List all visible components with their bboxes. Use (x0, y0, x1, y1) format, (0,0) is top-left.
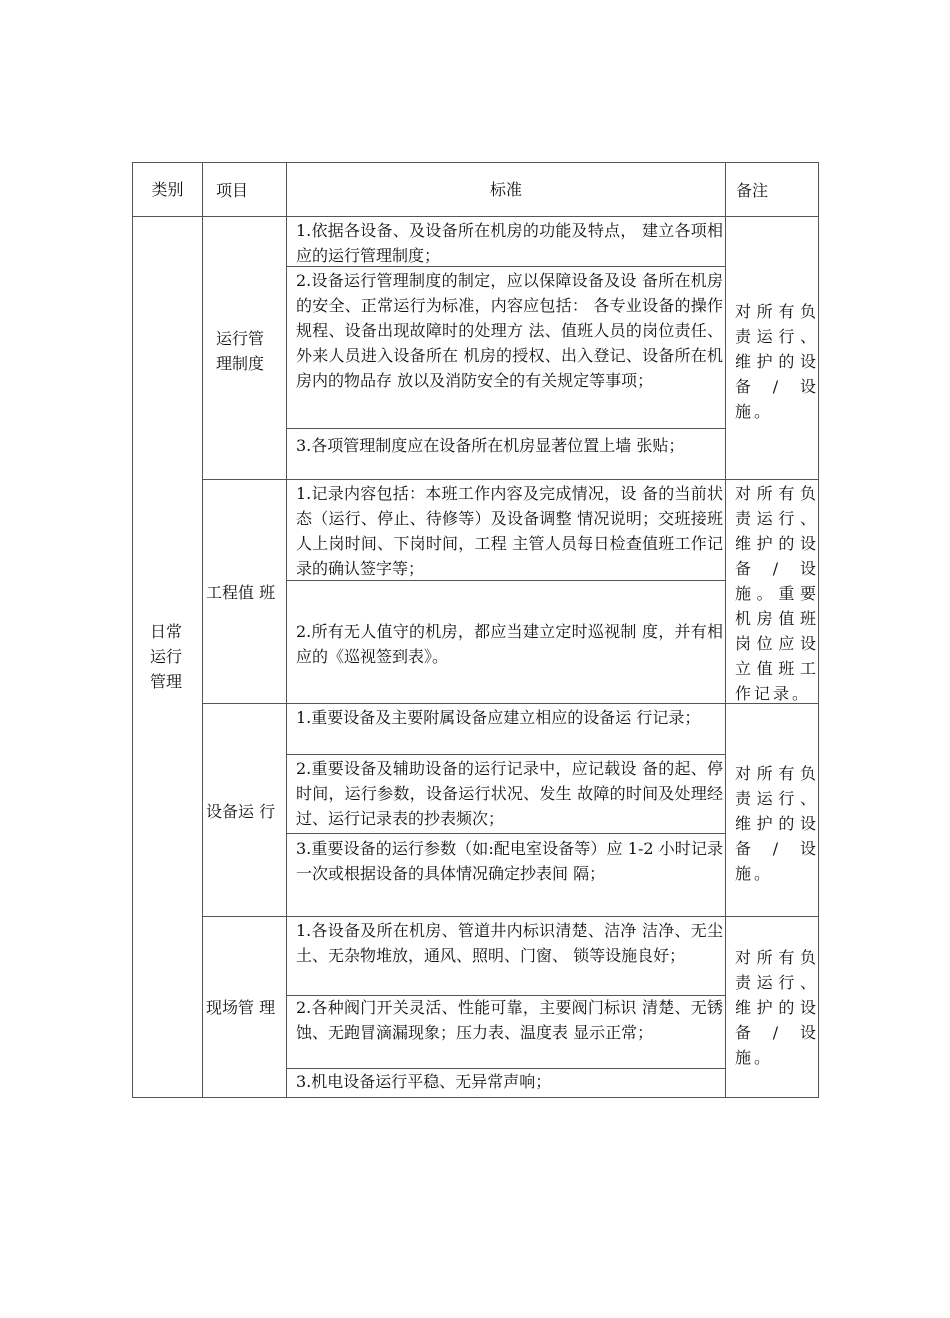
standard-cell: 1.记录内容包括：本班工作内容及完成情况，设 备的当前状态（运行、停止、待修等）及设备调整 情况说明；交班接班人上岗时间、下岗时间，工程 主管人员每日检查值班工作记录的确认签字等； (296, 484, 723, 578)
standard-cell: 2.设备运行管理制度的制定，应以保障设备及设 备所在机房的安全、正常运行为标准，内容应包括： 各专业设备的操作规程、设备出现故障时的处理方 法、值班人员的岗位责任、外来人员进入设备所在 机房的授权、出入登记、设备所在机房内的物品存 放以及消防安全的有关规定等事项； (296, 271, 723, 390)
row-divider (132, 216, 819, 217)
standard-cell: 1.重要设备及主要附属设备应建立相应的设备运 行记录； (296, 708, 701, 727)
row-divider (202, 703, 819, 704)
remark-cell: 对所有负责运行、维护的设备/设施。 (735, 302, 819, 421)
remark-cell: 对所有负责运行、维护的设备/设施。 (735, 764, 819, 883)
standard-cell: 3.各项管理制度应在设备所在机房显著位置上墙 张贴； (296, 436, 685, 455)
standard-cell: 2.重要设备及辅助设备的运行记录中，应记载设 备的起、停时间，运行参数，设备运行状况、发生 故障的时间及处理经过、运行记录表的抄表频次； (296, 759, 723, 828)
row-divider (286, 833, 725, 834)
item-cell: 现场管 理 (206, 998, 276, 1017)
standard-cell: 2.所有无人值守的机房，都应当建立定时巡视制 度，并有相应的《巡视签到表》。 (296, 622, 723, 666)
header-remark: 备注 (736, 181, 769, 200)
column-divider (725, 162, 726, 1098)
header-item: 项目 (216, 181, 249, 200)
column-divider (202, 162, 203, 1098)
header-standard: 标准 (489, 180, 522, 199)
standard-cell: 2.各种阀门开关灵活、性能可靠，主要阀门标识 清楚、无锈蚀、无跑冒滴漏现象；压力表、温度表 显示正常； (296, 998, 723, 1042)
standard-cell: 3.机电设备运行平稳、无异常声响； (296, 1072, 552, 1091)
remark-cell: 对所有负责运行、维护的设备/设施。 (735, 948, 819, 1067)
remark-cell: 对所有负责运行、维护的设备/设施。重要机房值班岗位应设立值班工作记录。 (735, 484, 819, 703)
standard-cell: 3.重要设备的运行参数（如:配电室设备等）应 1-2 小时记录一次或根据设备的具体情况确定抄表间 隔； (296, 839, 723, 883)
standard-cell: 1.各设备及所在机房、管道井内标识清楚、洁净 洁净、无尘土、无杂物堆放，通风、照明、门窗、 锁等设施良好； (296, 921, 723, 965)
item-cell: 工程值 班 (206, 583, 276, 602)
row-divider (202, 916, 819, 917)
header-category: 类别 (151, 180, 184, 199)
item-cell: 运行管理制度 (216, 329, 265, 373)
category-cell: 日常运行管理 (150, 622, 183, 691)
row-divider (202, 479, 819, 480)
standard-cell: 1.依据各设备、及设备所在机房的功能及特点， 建立各项相应的运行管理制度； (296, 221, 723, 265)
row-divider (286, 754, 725, 755)
row-divider (286, 428, 725, 429)
item-cell: 设备运 行 (206, 802, 276, 821)
